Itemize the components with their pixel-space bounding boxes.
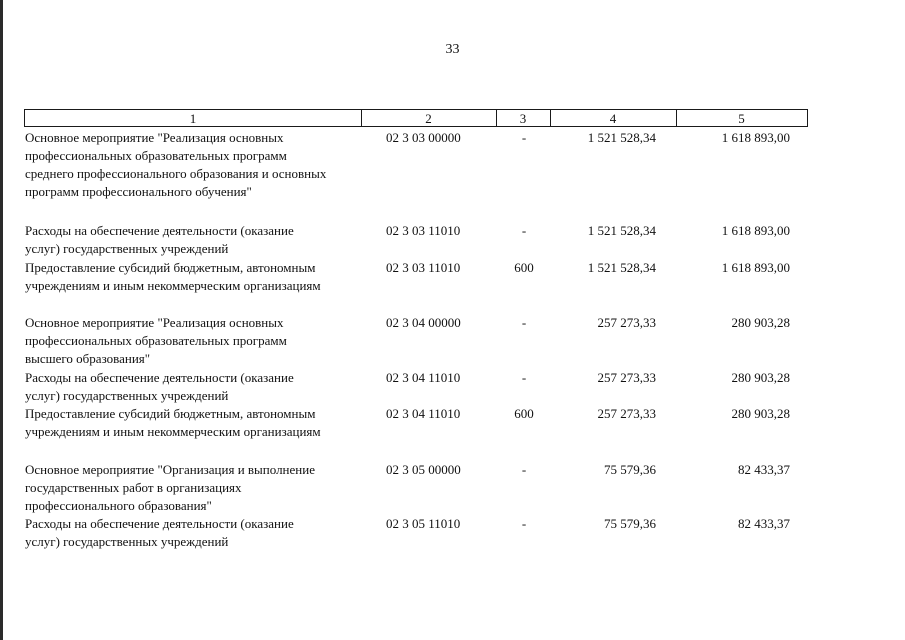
row-code: 02 3 04 11010	[386, 370, 461, 385]
row-name-line: Расходы на обеспечение деятельности (оказание	[25, 516, 294, 531]
row-amount-1: 257 273,33	[597, 370, 656, 385]
row-amount-1: 1 521 528,34	[587, 130, 656, 145]
row-code: 02 3 04 00000	[386, 315, 461, 330]
row-name-line: Основное мероприятие "Организация и выполнение	[25, 462, 315, 477]
row-name-line: высшего образования"	[25, 351, 151, 366]
row-amount-2: 1 618 893,00	[721, 130, 790, 145]
row-name-line: услуг) государственных учреждений	[25, 534, 229, 549]
row-name-line: услуг) государственных учреждений	[25, 388, 229, 403]
row-name	[25, 222, 370, 258]
row-name-line: Предоставление субсидий бюджетным, автономным	[25, 406, 316, 421]
row-amount-2: 280 903,28	[731, 315, 790, 330]
row-amount-1: 75 579,36	[604, 462, 656, 477]
row-amount-2: 280 903,28	[731, 370, 790, 385]
row-name-line: Основное мероприятие "Реализация основных	[25, 130, 284, 145]
page-number: 33	[445, 42, 460, 57]
header-col-2: 2	[425, 111, 432, 126]
row-name	[25, 405, 370, 441]
row-code: 02 3 03 11010	[386, 223, 461, 238]
row-amount-1: 1 521 528,34	[587, 260, 656, 275]
row-amount-2: 1 618 893,00	[721, 223, 790, 238]
row-code: 02 3 03 11010	[386, 260, 461, 275]
row-name-line: профессионального образования"	[25, 498, 212, 513]
row-amount-2: 1 618 893,00	[721, 260, 790, 275]
row-name-line: государственных работ в организациях	[25, 480, 242, 495]
row-name	[25, 314, 370, 368]
row-name	[25, 461, 370, 515]
row-name-line: профессиональных образовательных программ	[25, 333, 287, 348]
row-amount-2: 82 433,37	[738, 462, 790, 477]
row-name-line: программ профессионального обучения"	[25, 184, 252, 199]
row-type: -	[521, 516, 527, 531]
row-name-line: профессиональных образовательных программ	[25, 148, 287, 163]
row-name-line: Основное мероприятие "Реализация основных	[25, 315, 284, 330]
row-name	[25, 369, 370, 405]
row-name-line: услуг) государственных учреждений	[25, 241, 229, 256]
row-name-line: учреждениям и иным некоммерческим организациям	[25, 278, 321, 293]
row-type: -	[521, 130, 527, 145]
header-col-5: 5	[738, 111, 745, 126]
row-code: 02 3 04 11010	[386, 406, 461, 421]
row-type: -	[521, 462, 527, 477]
row-name-line: учреждениям и иным некоммерческим организациям	[25, 424, 321, 439]
row-code: 02 3 03 00000	[386, 130, 461, 145]
row-code: 02 3 05 11010	[386, 516, 461, 531]
row-type: -	[521, 223, 527, 238]
row-amount-1: 257 273,33	[597, 406, 656, 421]
row-type: -	[521, 315, 527, 330]
row-type: -	[521, 370, 527, 385]
row-amount-1: 257 273,33	[597, 315, 656, 330]
row-name-line: среднего профессионального образования и основных	[25, 166, 327, 181]
row-type: 600	[514, 260, 534, 275]
row-name-line: Расходы на обеспечение деятельности (оказание	[25, 223, 294, 238]
row-name	[25, 515, 370, 551]
row-type: 600	[514, 406, 534, 421]
row-name-line: Предоставление субсидий бюджетным, автономным	[25, 260, 316, 275]
row-name	[25, 259, 370, 295]
header-col-3: 3	[519, 111, 527, 126]
row-amount-1: 75 579,36	[604, 516, 656, 531]
row-code: 02 3 05 00000	[386, 462, 461, 477]
row-amount-2: 82 433,37	[738, 516, 790, 531]
row-amount-1: 1 521 528,34	[587, 223, 656, 238]
row-name	[25, 129, 370, 201]
row-amount-2: 280 903,28	[731, 406, 790, 421]
header-col-1: 1	[189, 111, 197, 126]
row-name-line: Расходы на обеспечение деятельности (оказание	[25, 370, 294, 385]
header-col-4: 4	[609, 111, 617, 126]
